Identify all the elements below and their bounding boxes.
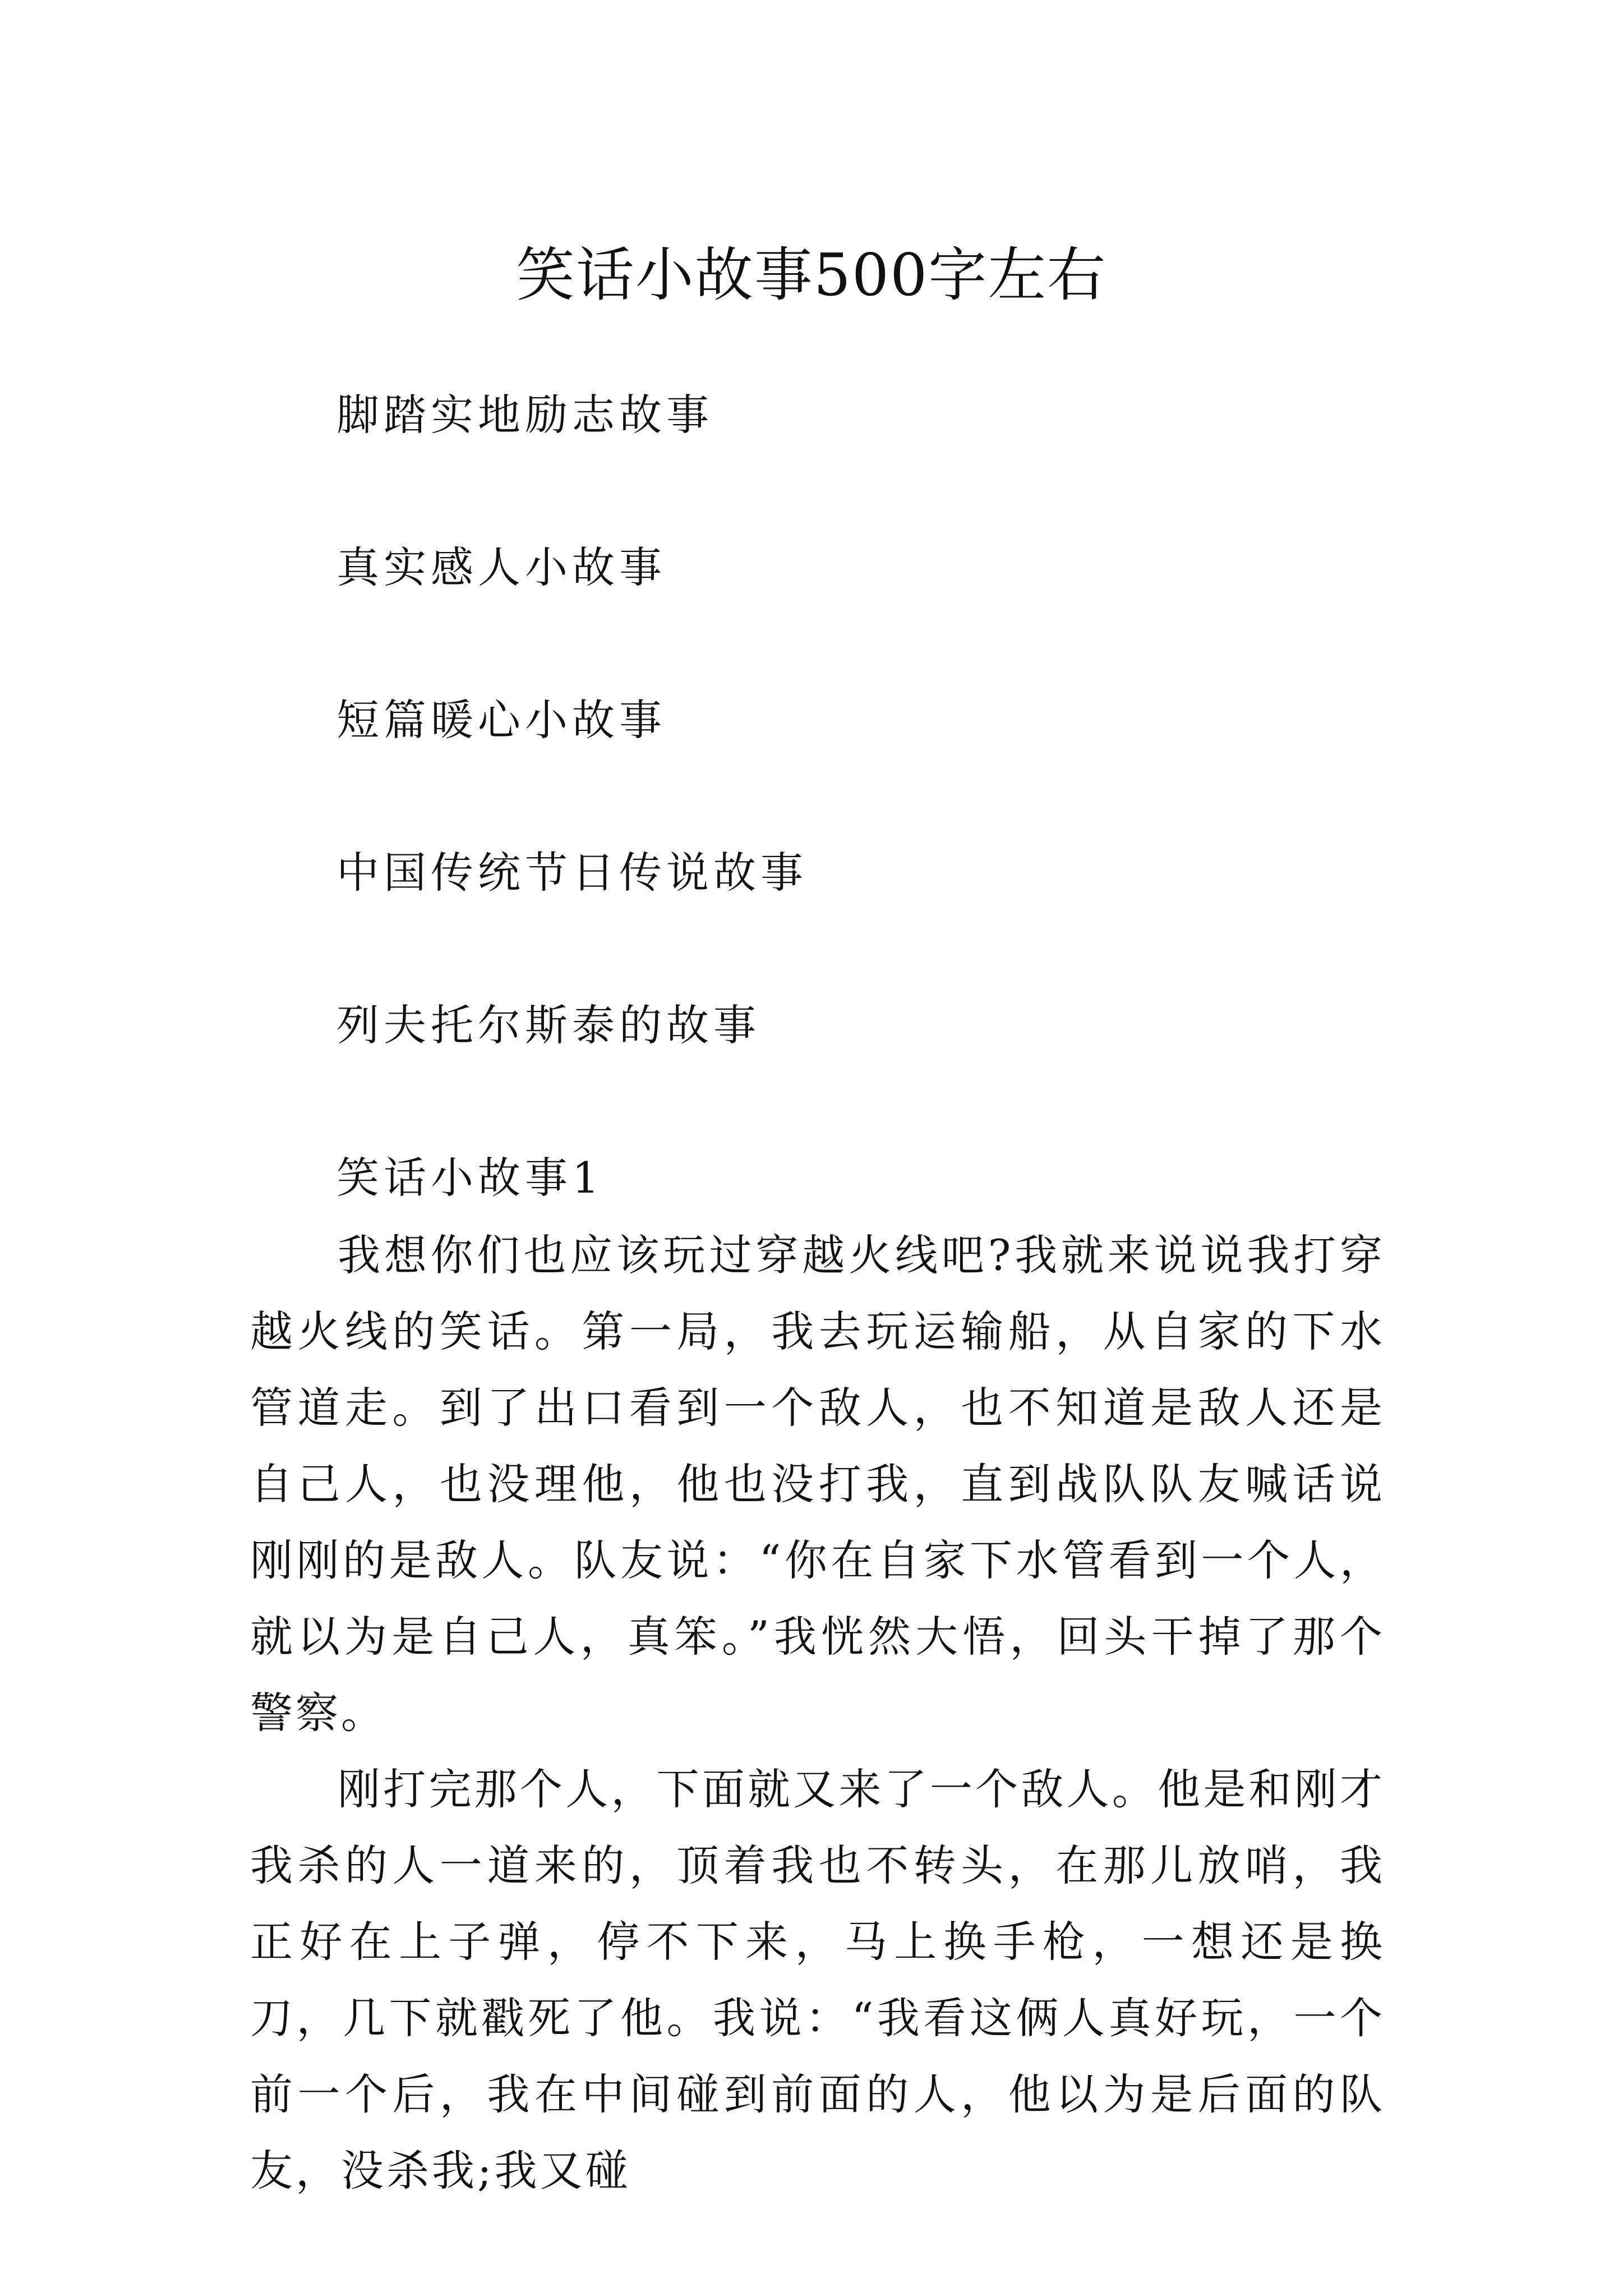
document-title: 笑话小故事500字左右 <box>516 240 1107 309</box>
related-link[interactable]: 真实感人小故事 <box>336 542 666 592</box>
related-links-list <box>336 376 1402 1139</box>
section-heading: 笑话小故事1 <box>336 1153 604 1203</box>
story-body <box>250 1217 1385 2209</box>
related-link[interactable]: 列夫托尔斯泰的故事 <box>336 1000 760 1050</box>
paragraph: 刚打完那个人，下面就又来了一个敌人。他是和刚才我杀的人一道来的，顶着我也不转头，在那儿放哨，我正好在上子弹，停不下来，马上换手枪，一想还是换刀，几下就戳死了他。我说：“我看这俩人真好玩，一个前一个后，我在中间碰到前面的人，他以为是后面的队友，没杀我;我又碰 <box>250 1764 1385 2196</box>
related-link[interactable]: 中国传统节日传说故事 <box>336 848 808 898</box>
related-link[interactable]: 短篇暖心小故事 <box>336 695 666 745</box>
related-link[interactable]: 脚踏实地励志故事 <box>336 390 713 440</box>
paragraph: 我想你们也应该玩过穿越火线吧?我就来说说我打穿越火线的笑话。第一局，我去玩运输船，从自家的下水管道走。到了出口看到一个敌人，也不知道是敌人还是自己人，也没理他，他也没打我，直到战队队友喊话说刚刚的是敌人。队友说：“你在自家下水管看到一个人，就以为是自己人，真笨。”我恍然大悟，回头干掉了那个警察。 <box>250 1230 1385 1738</box>
